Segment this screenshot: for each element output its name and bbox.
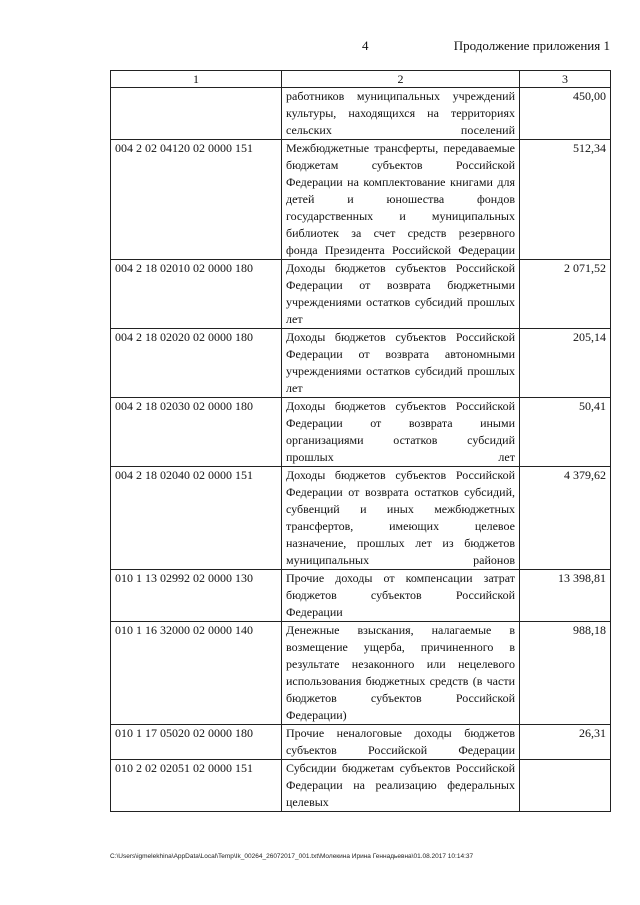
table-row xyxy=(111,760,611,812)
row-code: 004 2 18 02030 02 0000 180 xyxy=(111,398,282,467)
budget-income-table xyxy=(110,70,611,812)
continuation-caption: Продолжение приложения 1 xyxy=(453,38,610,53)
row-code: 004 2 18 02040 02 0000 151 xyxy=(111,467,282,570)
column-header-amount: 3 xyxy=(520,71,611,88)
row-code xyxy=(111,88,282,140)
row-code: 004 2 18 02010 02 0000 180 xyxy=(111,260,282,329)
row-amount: 205,14 xyxy=(520,329,611,398)
row-code: 010 1 16 32000 02 0000 140 xyxy=(111,622,282,725)
table-row xyxy=(111,140,611,260)
row-amount xyxy=(520,760,611,812)
table-row xyxy=(111,329,611,398)
row-code: 004 2 02 04120 02 0000 151 xyxy=(111,140,282,260)
row-code: 010 1 13 02992 02 0000 130 xyxy=(111,570,282,622)
table-header-row xyxy=(111,71,611,88)
row-description: Прочие неналоговые доходы бюджетов субъектов Российской Федерации xyxy=(282,725,520,760)
footer-file-path: C:\Users\igmelekhina\AppData\Local\Temp\Ik_00264_26072017_001.txt\Молекина Ирина Геннадьевна\01.08.2017 10:14:37 xyxy=(110,853,474,860)
column-header-code: 1 xyxy=(111,71,282,88)
row-description: Доходы бюджетов субъектов Российской Федерации от возврата бюджетными учреждениями остатков субсидий прошлых лет xyxy=(282,260,520,329)
table-row xyxy=(111,622,611,725)
row-amount: 13 398,81 xyxy=(520,570,611,622)
table-row xyxy=(111,725,611,760)
table-row xyxy=(111,467,611,570)
row-description: Межбюджетные трансферты, передаваемые бюджетам субъектов Российской Федерации на комплектование книгами для детей и юношества фондов государственных и муниципальных библиотек за счет средств резервного фонда Президента Российской Федерации xyxy=(282,140,520,260)
column-header-description: 2 xyxy=(282,71,520,88)
row-code: 010 2 02 02051 02 0000 151 xyxy=(111,760,282,812)
row-description: Доходы бюджетов субъектов Российской Федерации от возврата остатков субсидий, субвенций и иных межбюджетных трансфертов, имеющих целевое назначение, прошлых лет из бюджетов муниципальных районов xyxy=(282,467,520,570)
table-row xyxy=(111,88,611,140)
row-amount: 512,34 xyxy=(520,140,611,260)
row-description: Субсидии бюджетам субъектов Российской Федерации на реализацию федеральных целевых xyxy=(282,760,520,812)
row-amount: 2 071,52 xyxy=(520,260,611,329)
row-amount: 4 379,62 xyxy=(520,467,611,570)
row-description: Доходы бюджетов субъектов Российской Федерации от возврата иными организациями остатков субсидий прошлых лет xyxy=(282,398,520,467)
row-description: Прочие доходы от компенсации затрат бюджетов субъектов Российской Федерации xyxy=(282,570,520,622)
row-amount: 450,00 xyxy=(520,88,611,140)
table-row xyxy=(111,570,611,622)
row-code: 004 2 18 02020 02 0000 180 xyxy=(111,329,282,398)
row-amount: 26,31 xyxy=(520,725,611,760)
table-row xyxy=(111,260,611,329)
table-row xyxy=(111,398,611,467)
page-number: 4 xyxy=(362,38,369,53)
row-description: Денежные взыскания, налагаемые в возмещение ущерба, причиненного в результате незаконного или нецелевого использования бюджетных средств (в части бюджетов субъектов Российской Федерации) xyxy=(282,622,520,725)
row-description: Доходы бюджетов субъектов Российской Федерации от возврата автономными учреждениями остатков субсидий прошлых лет xyxy=(282,329,520,398)
row-amount: 988,18 xyxy=(520,622,611,725)
row-amount: 50,41 xyxy=(520,398,611,467)
row-code: 010 1 17 05020 02 0000 180 xyxy=(111,725,282,760)
row-description: работников муниципальных учреждений культуры, находящихся на территориях сельских поселений xyxy=(282,88,520,140)
